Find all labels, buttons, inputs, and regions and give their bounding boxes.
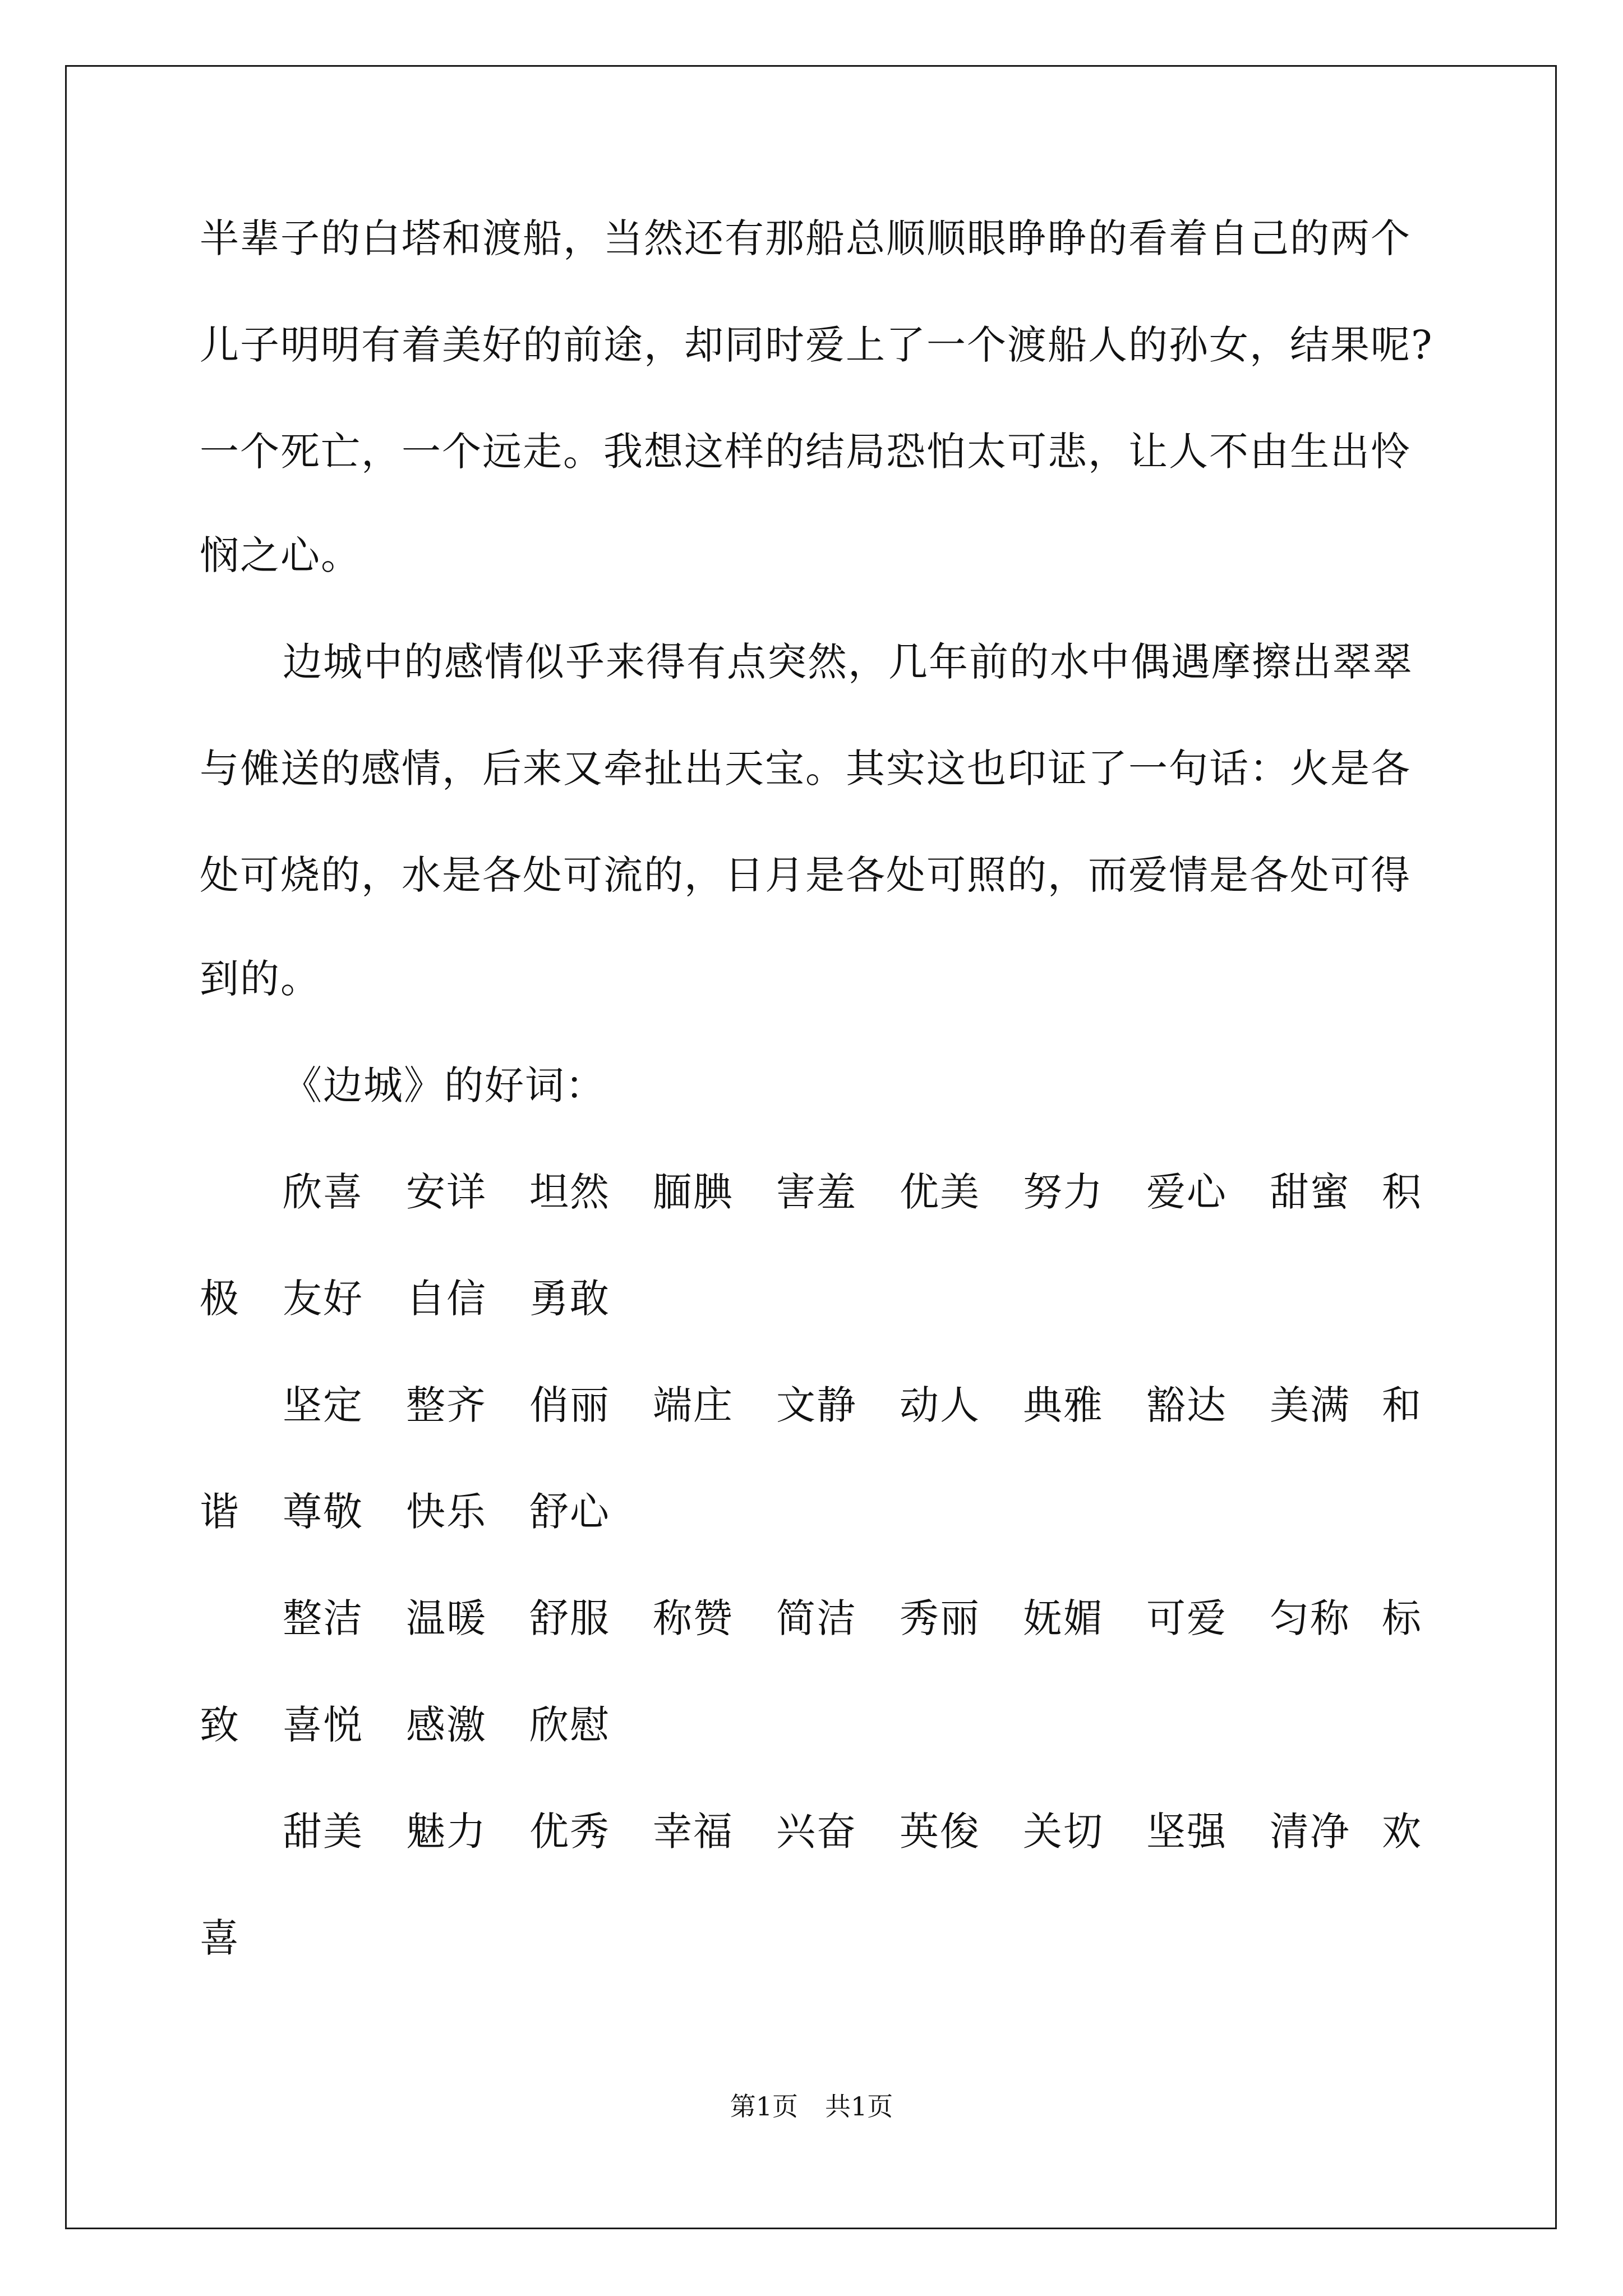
word-item: 坦然	[529, 1169, 610, 1215]
word-item: 安详	[406, 1169, 487, 1215]
word-row	[200, 1487, 1428, 1537]
word-item: 害羞	[776, 1169, 857, 1215]
word-item: 甜蜜	[1270, 1169, 1350, 1215]
word-item: 积	[1382, 1169, 1422, 1215]
word-row	[200, 1380, 1428, 1430]
word-row	[200, 1593, 1428, 1644]
word-item: 秀丽	[900, 1595, 980, 1641]
word-item: 腼腆	[653, 1169, 734, 1215]
paragraph-2-line-3: 处可烧的，水是各处可流的，日月是各处可照的，而爱情是各处可得	[200, 852, 1411, 898]
word-item: 极	[200, 1276, 240, 1322]
word-item: 简洁	[776, 1595, 857, 1641]
word-item: 温暖	[406, 1595, 487, 1641]
word-item: 欣慰	[529, 1702, 610, 1748]
paragraph-1-line-1: 半辈子的白塔和渡船，当然还有那船总顺顺眼睁睁的看着自己的两个	[200, 215, 1411, 261]
word-item: 快乐	[406, 1489, 487, 1535]
word-item: 动人	[900, 1382, 980, 1428]
word-item: 友好	[283, 1276, 363, 1322]
word-item: 喜悦	[283, 1702, 363, 1748]
page-number: 第1页	[730, 2091, 798, 2122]
paragraph-2-line-4: 到的。	[200, 956, 321, 1002]
word-item: 甜美	[283, 1809, 363, 1855]
word-item: 坚定	[283, 1382, 363, 1428]
word-item: 英俊	[900, 1809, 980, 1855]
word-item: 勇敢	[529, 1276, 610, 1322]
word-item: 欢	[1382, 1809, 1422, 1855]
word-row	[200, 1167, 1428, 1217]
word-item: 坚强	[1146, 1809, 1227, 1855]
word-item: 俏丽	[529, 1382, 610, 1428]
word-item: 整洁	[283, 1595, 363, 1641]
word-item: 谐	[200, 1489, 240, 1535]
word-item: 整齐	[406, 1382, 487, 1428]
word-item: 魅力	[406, 1809, 487, 1855]
word-item: 舒心	[529, 1489, 610, 1535]
page-total: 共1页	[825, 2091, 893, 2122]
word-item: 感激	[406, 1702, 487, 1748]
word-item: 爱心	[1146, 1169, 1227, 1215]
word-item: 称赞	[653, 1595, 734, 1641]
word-item: 努力	[1023, 1169, 1104, 1215]
word-item: 致	[200, 1702, 240, 1748]
page-border	[65, 65, 1557, 2229]
word-item: 匀称	[1270, 1595, 1350, 1641]
word-item: 美满	[1270, 1382, 1350, 1428]
word-item: 自信	[406, 1276, 487, 1322]
word-row	[200, 1273, 1428, 1324]
word-item: 优美	[900, 1169, 980, 1215]
paragraph-2-line-2: 与傩送的感情，后来又牵扯出天宝。其实这也印证了一句话：火是各	[200, 746, 1411, 792]
paragraph-1-line-3: 一个死亡，一个远走。我想这样的结局恐怕太可悲，让人不由生出怜	[200, 429, 1411, 475]
word-item: 妩媚	[1023, 1595, 1104, 1641]
word-item: 和	[1382, 1382, 1422, 1428]
paragraph-1-line-2: 儿子明明有着美好的前途，却同时爱上了一个渡船人的孙女，结果呢?	[200, 322, 1433, 368]
word-item: 典雅	[1023, 1382, 1104, 1428]
page-footer	[0, 2090, 1623, 2123]
word-item: 欣喜	[283, 1169, 363, 1215]
word-row	[200, 1700, 1428, 1750]
word-item: 喜	[200, 1915, 240, 1961]
word-item: 标	[1382, 1595, 1422, 1641]
word-item: 优秀	[529, 1809, 610, 1855]
word-item: 端庄	[653, 1382, 734, 1428]
word-item: 清净	[1270, 1809, 1350, 1855]
word-item: 幸福	[653, 1809, 734, 1855]
word-item: 可爱	[1146, 1595, 1227, 1641]
word-item: 尊敬	[283, 1489, 363, 1535]
word-item: 舒服	[529, 1595, 610, 1641]
paragraph-1-line-4: 悯之心。	[200, 532, 361, 578]
word-row	[200, 1806, 1428, 1857]
word-item: 兴奋	[776, 1809, 857, 1855]
word-item: 文静	[776, 1382, 857, 1428]
word-item: 豁达	[1146, 1382, 1227, 1428]
word-item: 关切	[1023, 1809, 1104, 1855]
good-words-heading: 《边城》的好词：	[283, 1062, 606, 1108]
paragraph-2-line-1: 边城中的感情似乎来得有点突然，几年前的水中偶遇摩擦出翠翠	[283, 639, 1413, 685]
word-row	[200, 1913, 1428, 1963]
